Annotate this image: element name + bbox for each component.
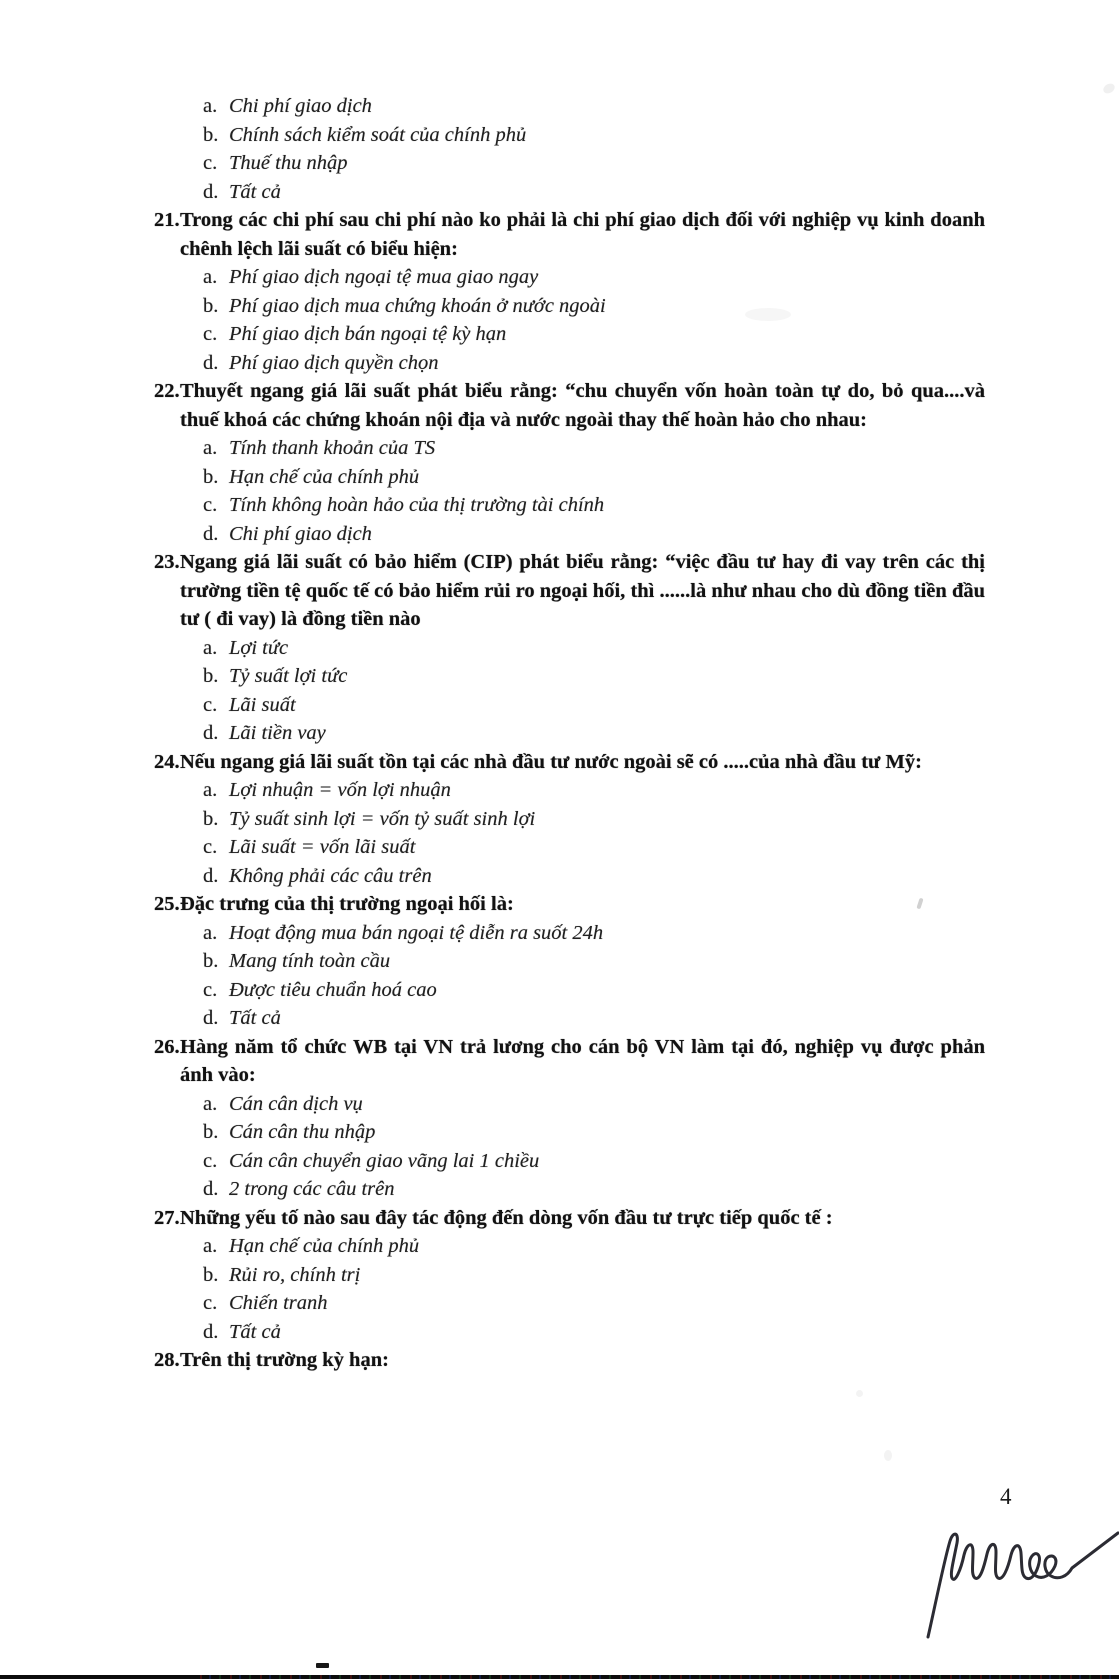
scan-smudge [856,1390,863,1397]
question-text: Ngang giá lãi suất có bảo hiểm (CIP) phát biểu rằng: “việc đầu tư hay đi vay trên các thị trường tiền tệ quốc tế có bảo hiểm rủi ro ngoại hối, thì ......là như nhau cho dù đồng tiền đầu tư ( đi vay) là đồng tiền nào [180,551,985,630]
option-letter: d. [203,351,219,374]
option-letter: b. [203,465,219,488]
question-number: 23. [154,551,180,573]
question-text: Trong các chi phí sau chi phí nào ko phải là chi phí giao dịch đối với nghiệp vụ kinh doanh chênh lệch lãi suất có biểu hiện: [180,209,985,260]
question-options [203,919,985,1033]
option-letter: b. [203,1263,219,1286]
answer-option [203,1118,985,1147]
option-letter: c. [203,1292,218,1314]
option-text: Lợi tức [229,636,289,659]
question-block [154,548,985,748]
option-letter: c. [203,693,218,716]
question-block [154,1033,985,1204]
question-block [154,890,985,1033]
answer-option [203,463,985,492]
answer-option [203,947,985,976]
question-text: Những yếu tố nào sau đây tác động đến dòng vốn đầu tư trực tiếp quốc tế : [180,1206,833,1229]
question-number: 26. [154,1035,180,1058]
option-letter: a. [203,95,218,117]
answer-option [203,805,985,834]
question-number: 28. [154,1349,180,1371]
option-text: Chi phí giao dịch [229,522,372,545]
option-letter: a. [203,266,218,288]
answer-option [203,691,985,720]
answer-option [203,919,985,948]
option-letter: a. [203,1092,218,1115]
question-number: 27. [154,1206,180,1229]
option-text: Rủi ro, chính trị [229,1263,361,1286]
question-block [154,206,985,377]
answer-option [203,178,985,207]
question-options [203,776,985,890]
answer-option [203,121,985,150]
option-letter: a. [203,437,218,459]
option-letter: c. [203,1149,218,1172]
option-text: Cán cân chuyển giao vãng lai 1 chiều [229,1149,540,1172]
answer-option [203,662,985,691]
scan-bottom-edge-noise [200,1675,1119,1679]
option-letter: b. [203,1121,219,1143]
answer-option [203,92,985,121]
answer-option [203,320,985,349]
option-text: Tính thanh khoản của TS [229,437,436,459]
option-text: Chính sách kiểm soát của chính phủ [229,123,527,146]
question-text: Hàng năm tổ chức WB tại VN trả lương cho cán bộ VN làm tại đó, nghiệp vụ được phản ánh vào: [180,1035,985,1086]
option-letter: c. [203,978,218,1001]
option-text: Phí giao dịch quyền chọn [229,351,439,374]
scan-smudge [745,308,791,321]
option-text: Hạn chế của chính phủ [229,1235,420,1257]
option-text: Chiến tranh [229,1292,328,1314]
option-letter: d. [203,1320,219,1343]
answer-option [203,719,985,748]
answer-option [203,1147,985,1176]
question-block [154,748,985,891]
option-letter: d. [203,722,219,744]
question-options [203,1090,985,1204]
question-number: 24. [154,750,180,773]
option-text: Phí giao dịch mua chứng khoán ở nước ngoài [229,294,606,317]
question-options [203,634,985,748]
question-number: 21. [154,209,180,231]
answer-option [203,349,985,378]
answer-option [203,292,985,321]
answer-option [203,520,985,549]
question-number: 25. [154,893,180,915]
option-letter: d. [203,864,219,887]
option-text: 2 trong các câu trên [229,1178,395,1200]
answer-option [203,1090,985,1119]
answer-option [203,862,985,891]
answer-option [203,634,985,663]
option-letter: a. [203,1235,218,1257]
option-letter: d. [203,1178,219,1200]
answer-option [203,434,985,463]
option-letter: d. [203,180,219,203]
option-text: Tỷ suất sinh lợi = vốn tỷ suất sinh lợi [229,807,536,830]
answer-option [203,833,985,862]
option-text: Thuế thu nhập [229,152,348,174]
question-block [154,1204,985,1347]
question-number: 22. [154,380,180,402]
option-letter: c. [203,152,218,174]
option-letter: c. [203,323,218,345]
option-letter: d. [203,1007,219,1029]
answer-option [203,1318,985,1347]
handwritten-signature [900,1518,1119,1640]
question-text: Thuyết ngang giá lãi suất phát biểu rằng: “chu chuyển vốn hoàn toàn tự do, bỏ qua....và thuế khoá các chứng khoán nội địa và nước ngoài thay thế hoàn hảo cho nhau: [180,380,985,431]
option-letter: b. [203,123,219,146]
answer-option [203,491,985,520]
answer-option [203,1175,985,1204]
page-number: 4 [1000,1484,1012,1509]
option-text: Tất cả [229,1320,281,1343]
option-text: Phí giao dịch bán ngoại tệ kỳ hạn [229,323,507,345]
option-text: Chi phí giao dịch [229,95,372,117]
option-text: Được tiêu chuẩn hoá cao [229,978,437,1001]
option-letter: b. [203,294,219,317]
scan-smudge [884,1450,892,1461]
lead-options [203,92,985,206]
option-text: Cán cân thu nhập [229,1121,376,1143]
question-text: Nếu ngang giá lãi suất tồn tại các nhà đầu tư nước ngoài sẽ có .....của nhà đầu tư Mỹ: [180,750,922,773]
answer-option [203,976,985,1005]
option-letter: b. [203,665,219,687]
option-text: Tất cả [229,180,281,203]
answer-option [203,1004,985,1033]
option-text: Lợi nhuận = vốn lợi nhuận [229,779,451,801]
option-letter: d. [203,522,219,545]
option-text: Cán cân dịch vụ [229,1092,363,1115]
question-options [203,263,985,377]
option-text: Tỷ suất lợi tức [229,665,348,687]
option-letter: a. [203,636,218,659]
option-letter: a. [203,921,218,944]
option-text: Phí giao dịch ngoại tệ mua giao ngay [229,266,539,288]
option-text: Không phải các câu trên [229,864,432,887]
option-text: Lãi suất [229,693,296,716]
answer-option [203,1261,985,1290]
question-options [203,434,985,548]
option-text: Hoạt động mua bán ngoại tệ diễn ra suốt 24h [229,921,604,944]
question-text: Đặc trưng của thị trường ngoại hối là: [180,893,514,915]
option-text: Lãi tiền vay [229,722,326,744]
question-block [154,377,985,548]
answer-option [203,1289,985,1318]
option-text: Mang tính toàn cầu [229,950,391,972]
question-block [154,1346,985,1375]
option-text: Hạn chế của chính phủ [229,465,420,488]
option-letter: b. [203,950,219,972]
option-text: Tất cả [229,1007,281,1029]
answer-option [203,263,985,292]
question-options [203,1232,985,1346]
option-letter: c. [203,494,218,516]
option-text: Lãi suất = vốn lãi suất [229,836,416,858]
option-letter: a. [203,779,218,801]
answer-option [203,149,985,178]
scan-dash-mark [316,1663,329,1668]
answer-option [203,1232,985,1261]
option-letter: b. [203,807,219,830]
answer-option [203,776,985,805]
option-letter: c. [203,836,218,858]
question-text: Trên thị trường kỳ hạn: [180,1349,389,1371]
option-text: Tính không hoàn hảo của thị trường tài chính [229,494,605,516]
